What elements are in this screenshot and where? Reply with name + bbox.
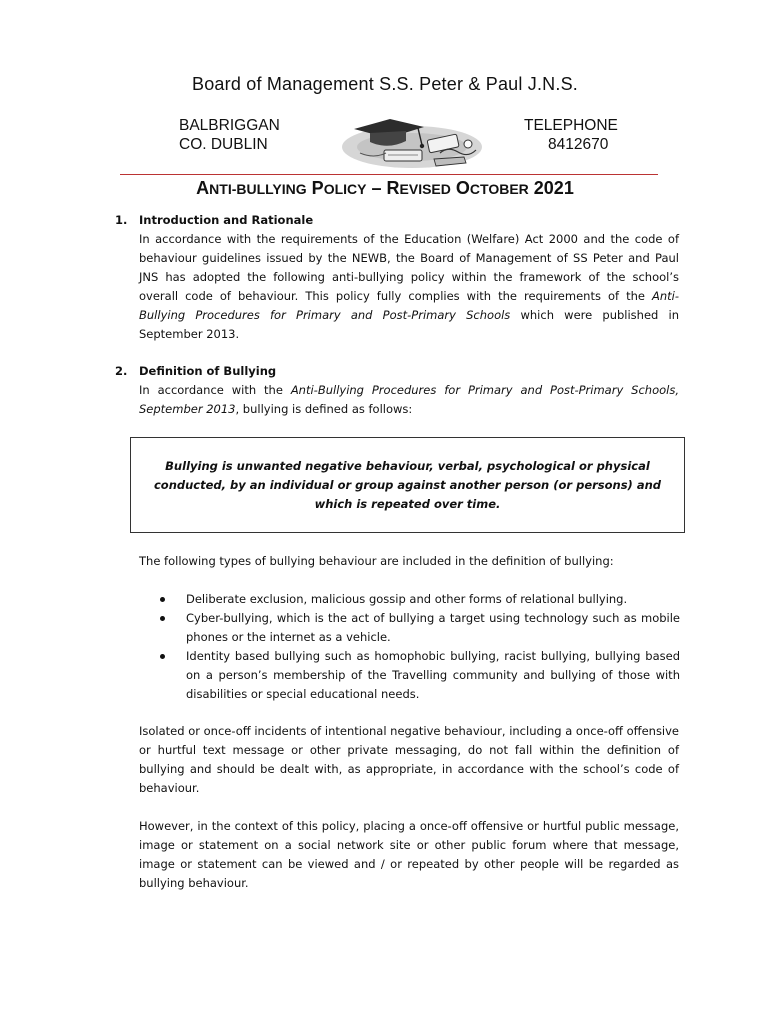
bullying-definition: Bullying is unwanted negative behaviour, verbal, psychological or physical conducted, by an individual or group against another person (or persons) and which is repeated over time. [153, 459, 662, 511]
procedures-title: Anti-Bullying Procedures for Primary and Post-Primary Schools [139, 289, 679, 322]
title-word-revised: EVISED [399, 181, 451, 197]
list-item-text: Deliberate exclusion, malicious gossip and other forms of relational bullying. [186, 592, 628, 606]
title-year: 2021 [533, 178, 574, 198]
title-word-policy: OLICY [323, 181, 367, 197]
graduation-cap-books-icon [340, 113, 490, 176]
title-word-october: CTOBER [469, 181, 529, 197]
title-initial-p: P [311, 178, 324, 198]
telephone-label: TELEPHONE [524, 117, 618, 134]
telephone-number: 8412670 [548, 136, 609, 153]
list-item-text: Identity based bullying such as homophobic bullying, racist bullying, bullying based on a person’s membership of the Travelling community and bullying of those with disabilities or special educational needs. [186, 649, 680, 701]
list-item [160, 647, 680, 704]
intro-text: In accordance with the requirements of the Education (Welfare) Act 2000 and the code of behaviour guidelines issued by the NEWB, the Board of Management of SS Peter and Paul JNS has adopted the following anti-bullying policy within the framework of the school’s overall code of behaviour. This policy fully complies with the requirements of the [139, 232, 679, 303]
address-town: BALBRIGGAN [179, 117, 280, 134]
procedures-title: Anti-Bullying Procedures for Primary and Post-Primary Schools, September 2013 [139, 383, 679, 416]
section-heading: Definition of Bullying [139, 364, 277, 378]
document-title [0, 178, 770, 199]
title-initial-r: R [386, 178, 400, 198]
section-body [139, 381, 679, 419]
list-item-text: Cyber-bullying, which is the act of bullying a target using technology such as mobile phones or the internet as a vehicle. [186, 611, 680, 644]
bullet-icon [160, 616, 165, 621]
address-county: CO. DUBLIN [179, 136, 268, 153]
list-item [160, 590, 680, 609]
title-dash: – [371, 178, 382, 198]
list-item [160, 609, 680, 647]
board-title: Board of Management S.S. Peter & Paul J.N.S. [192, 74, 578, 94]
section-heading: Introduction and Rationale [139, 213, 314, 227]
bullet-icon [160, 597, 165, 602]
school-address [179, 116, 280, 154]
section-body [139, 230, 679, 344]
header-divider [120, 174, 658, 175]
section-introduction [115, 211, 679, 344]
title-initial-o: O [455, 178, 470, 198]
section-number: 1. [115, 213, 128, 227]
bullet-icon [160, 654, 165, 659]
section-definition [115, 362, 679, 419]
definition-box [130, 437, 685, 533]
paragraph-public-messages: However, in the context of this policy, placing a once-off offensive or hurtful public message, image or statement on a social network site or other public forum where that message, image or statement can be viewed and / or repeated by other people will be regarded as bullying behaviour. [139, 819, 679, 890]
types-intro: The following types of bullying behaviour are included in the definition of bullying: [139, 554, 614, 568]
section-number: 2. [115, 364, 128, 378]
title-word-anti-bullying: NTI-BULLYING [209, 181, 307, 197]
definition-intro-end: , bullying is defined as follows: [235, 402, 413, 416]
school-telephone [524, 116, 618, 154]
paragraph-isolated-incidents: Isolated or once-off incidents of intentional negative behaviour, including a once-off offensive or hurtful text message or other private messaging, do not fall within the definition of bullying and should be dealt with, as appropriate, in accordance with the school’s code of behaviour. [139, 724, 680, 795]
bullying-types-list [160, 590, 680, 704]
title-initial-a: A [196, 178, 210, 198]
intro-text-end: which were published in September 2013. [139, 308, 679, 341]
definition-intro: In accordance with the [139, 383, 291, 397]
